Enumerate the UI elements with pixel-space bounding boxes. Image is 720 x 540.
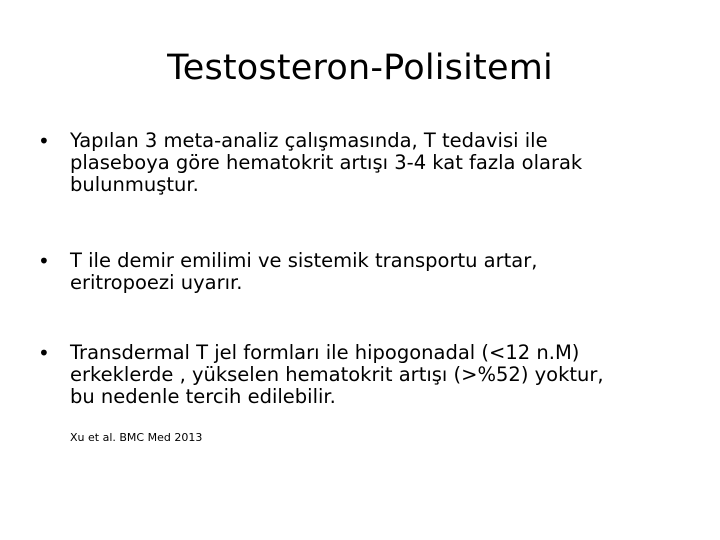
slide-title: Testosteron-Polisitemi xyxy=(167,48,553,88)
bullet-dot-icon: • xyxy=(38,129,50,153)
bullet-line: erkeklerde , yükselen hematokrit artışı (>%52) yoktur, xyxy=(70,363,604,386)
bullet-line: Yapılan 3 meta-analiz çalışmasında, T tedavisi ile xyxy=(70,129,548,152)
bullet-dot-icon: • xyxy=(38,341,50,365)
bullet-dot-icon: • xyxy=(38,249,50,273)
bullet-line: T ile demir emilimi ve sistemik transportu artar, xyxy=(70,249,538,272)
bullet-line: bulunmuştur. xyxy=(70,173,199,196)
bullet-line: plaseboya göre hematokrit artışı 3-4 kat fazla olarak xyxy=(70,151,583,174)
reference-citation: Xu et al. BMC Med 2013 xyxy=(70,431,203,444)
bullet-text xyxy=(70,130,690,196)
bullet-line: eritropoezi uyarır. xyxy=(70,271,243,294)
bullet-line: bu nedenle tercih edilebilir. xyxy=(70,385,336,408)
bullet-text xyxy=(70,250,690,294)
bullet-text xyxy=(70,342,690,408)
bullet-line: Transdermal T jel formları ile hipogonadal (<12 n.M) xyxy=(70,341,580,364)
